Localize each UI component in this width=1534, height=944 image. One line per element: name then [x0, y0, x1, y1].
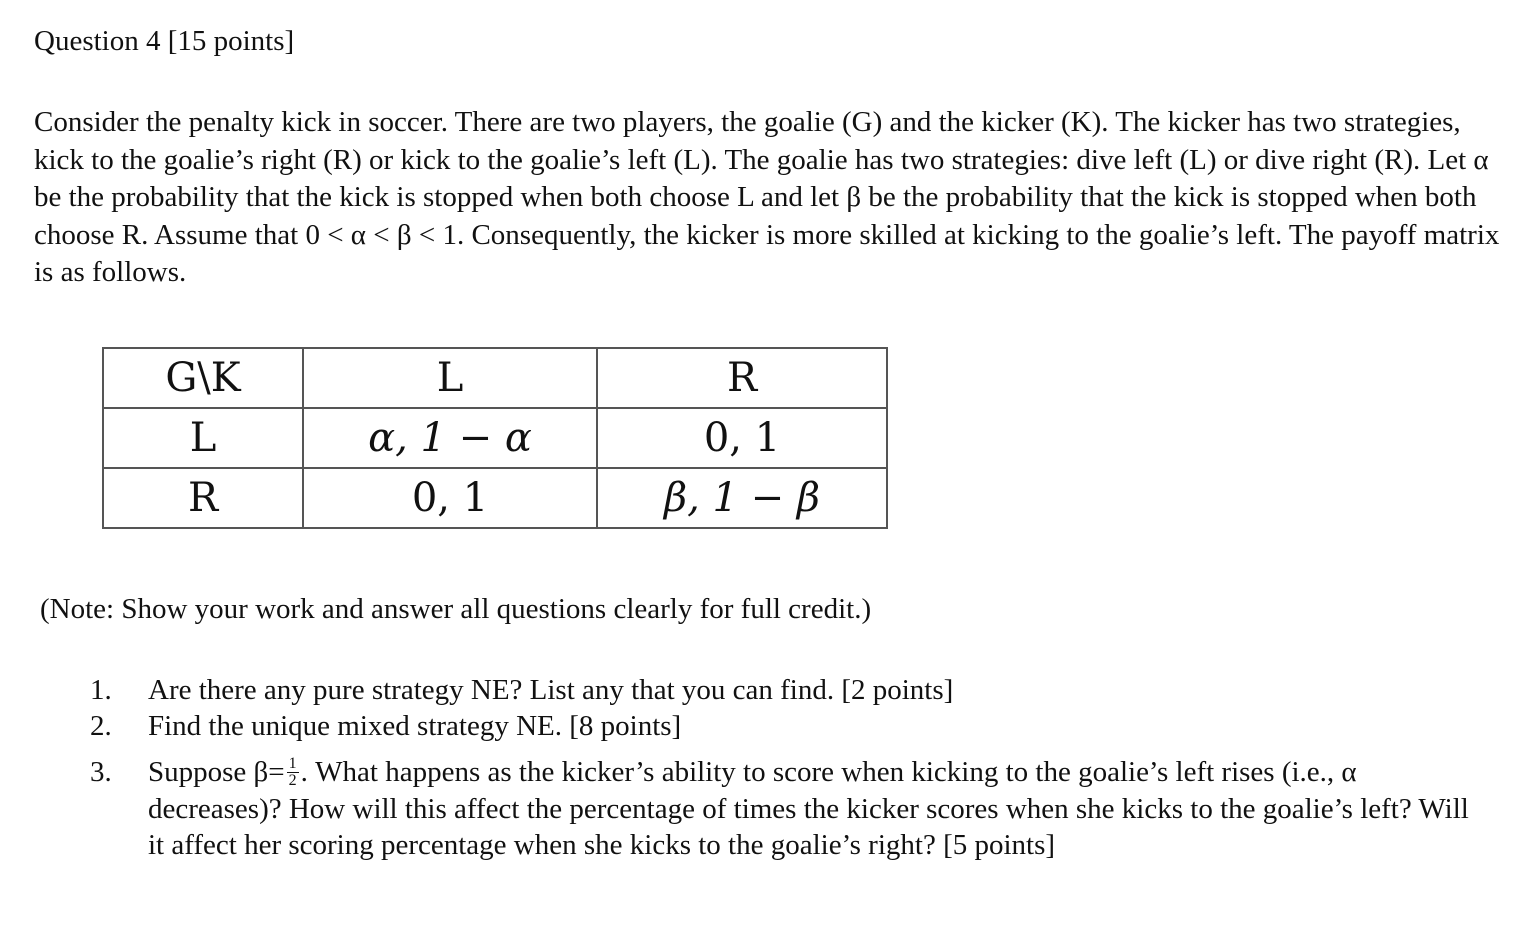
- question-number: 2.: [90, 710, 112, 742]
- question-item-2: [90, 708, 1470, 744]
- question-text: Find the unique mixed strategy NE. [8 points]: [148, 710, 682, 742]
- question-list: [90, 672, 1470, 863]
- payoff-header-row: [103, 348, 887, 408]
- fraction-numerator: 1: [288, 754, 297, 772]
- question-text: Are there any pure strategy NE? List any that you can find. [2 points]: [148, 674, 954, 706]
- payoff-row-label-L: L: [103, 408, 303, 468]
- payoff-cell-L-L: α, 1 − α: [303, 408, 597, 468]
- question-item-3: [90, 754, 1470, 863]
- question-text-after-fraction: . What happens as the kicker’s ability to score when kicking to the goalie’s left rises (i.e., α decreases)? How will this affect the percentage of times the kicker scores when she kicks to the goalie’s left? Will it affect her scoring percentage when she kicks to the goalie’s right? [5 points]: [148, 756, 1469, 861]
- payoff-row-R: [103, 468, 887, 528]
- question-item-1: [90, 672, 1470, 708]
- payoff-cell-L-R: 0, 1: [597, 408, 887, 468]
- payoff-row-L: [103, 408, 887, 468]
- question-text: [148, 754, 1470, 863]
- payoff-row-label-R: R: [103, 468, 303, 528]
- payoff-corner-cell: G\K: [103, 348, 303, 408]
- question-number: 3.: [90, 756, 112, 788]
- question-heading: Question 4 [15 points]: [34, 25, 295, 57]
- payoff-col-header-L: L: [303, 348, 597, 408]
- problem-statement: Consider the penalty kick in soccer. There are two players, the goalie (G) and the kicker (K). The kicker has two strategies, kick to the goalie’s right (R) or kick to the goalie’s left (L). The goalie has two strategies: dive left (L) or dive right (R). Let α be the probability that the kick is stopped when both choose L and let β be the probability that the kick is stopped when both choose R. Assume that 0 < α < β < 1. Consequently, the kicker is more skilled at kicking to the goalie’s left. The payoff matrix is as follows.: [34, 106, 1500, 288]
- payoff-cell-R-R: β, 1 − β: [597, 468, 887, 528]
- fraction-denominator: 2: [288, 771, 297, 789]
- payoff-matrix: [102, 347, 888, 529]
- question-number: 1.: [90, 674, 112, 706]
- payoff-col-header-R: R: [597, 348, 887, 408]
- question-text-before-fraction: Suppose β=: [148, 756, 285, 788]
- payoff-cell-R-L: 0, 1: [303, 468, 597, 528]
- instructions-note: (Note: Show your work and answer all questions clearly for full credit.): [40, 593, 872, 625]
- fraction-one-half: [287, 756, 299, 789]
